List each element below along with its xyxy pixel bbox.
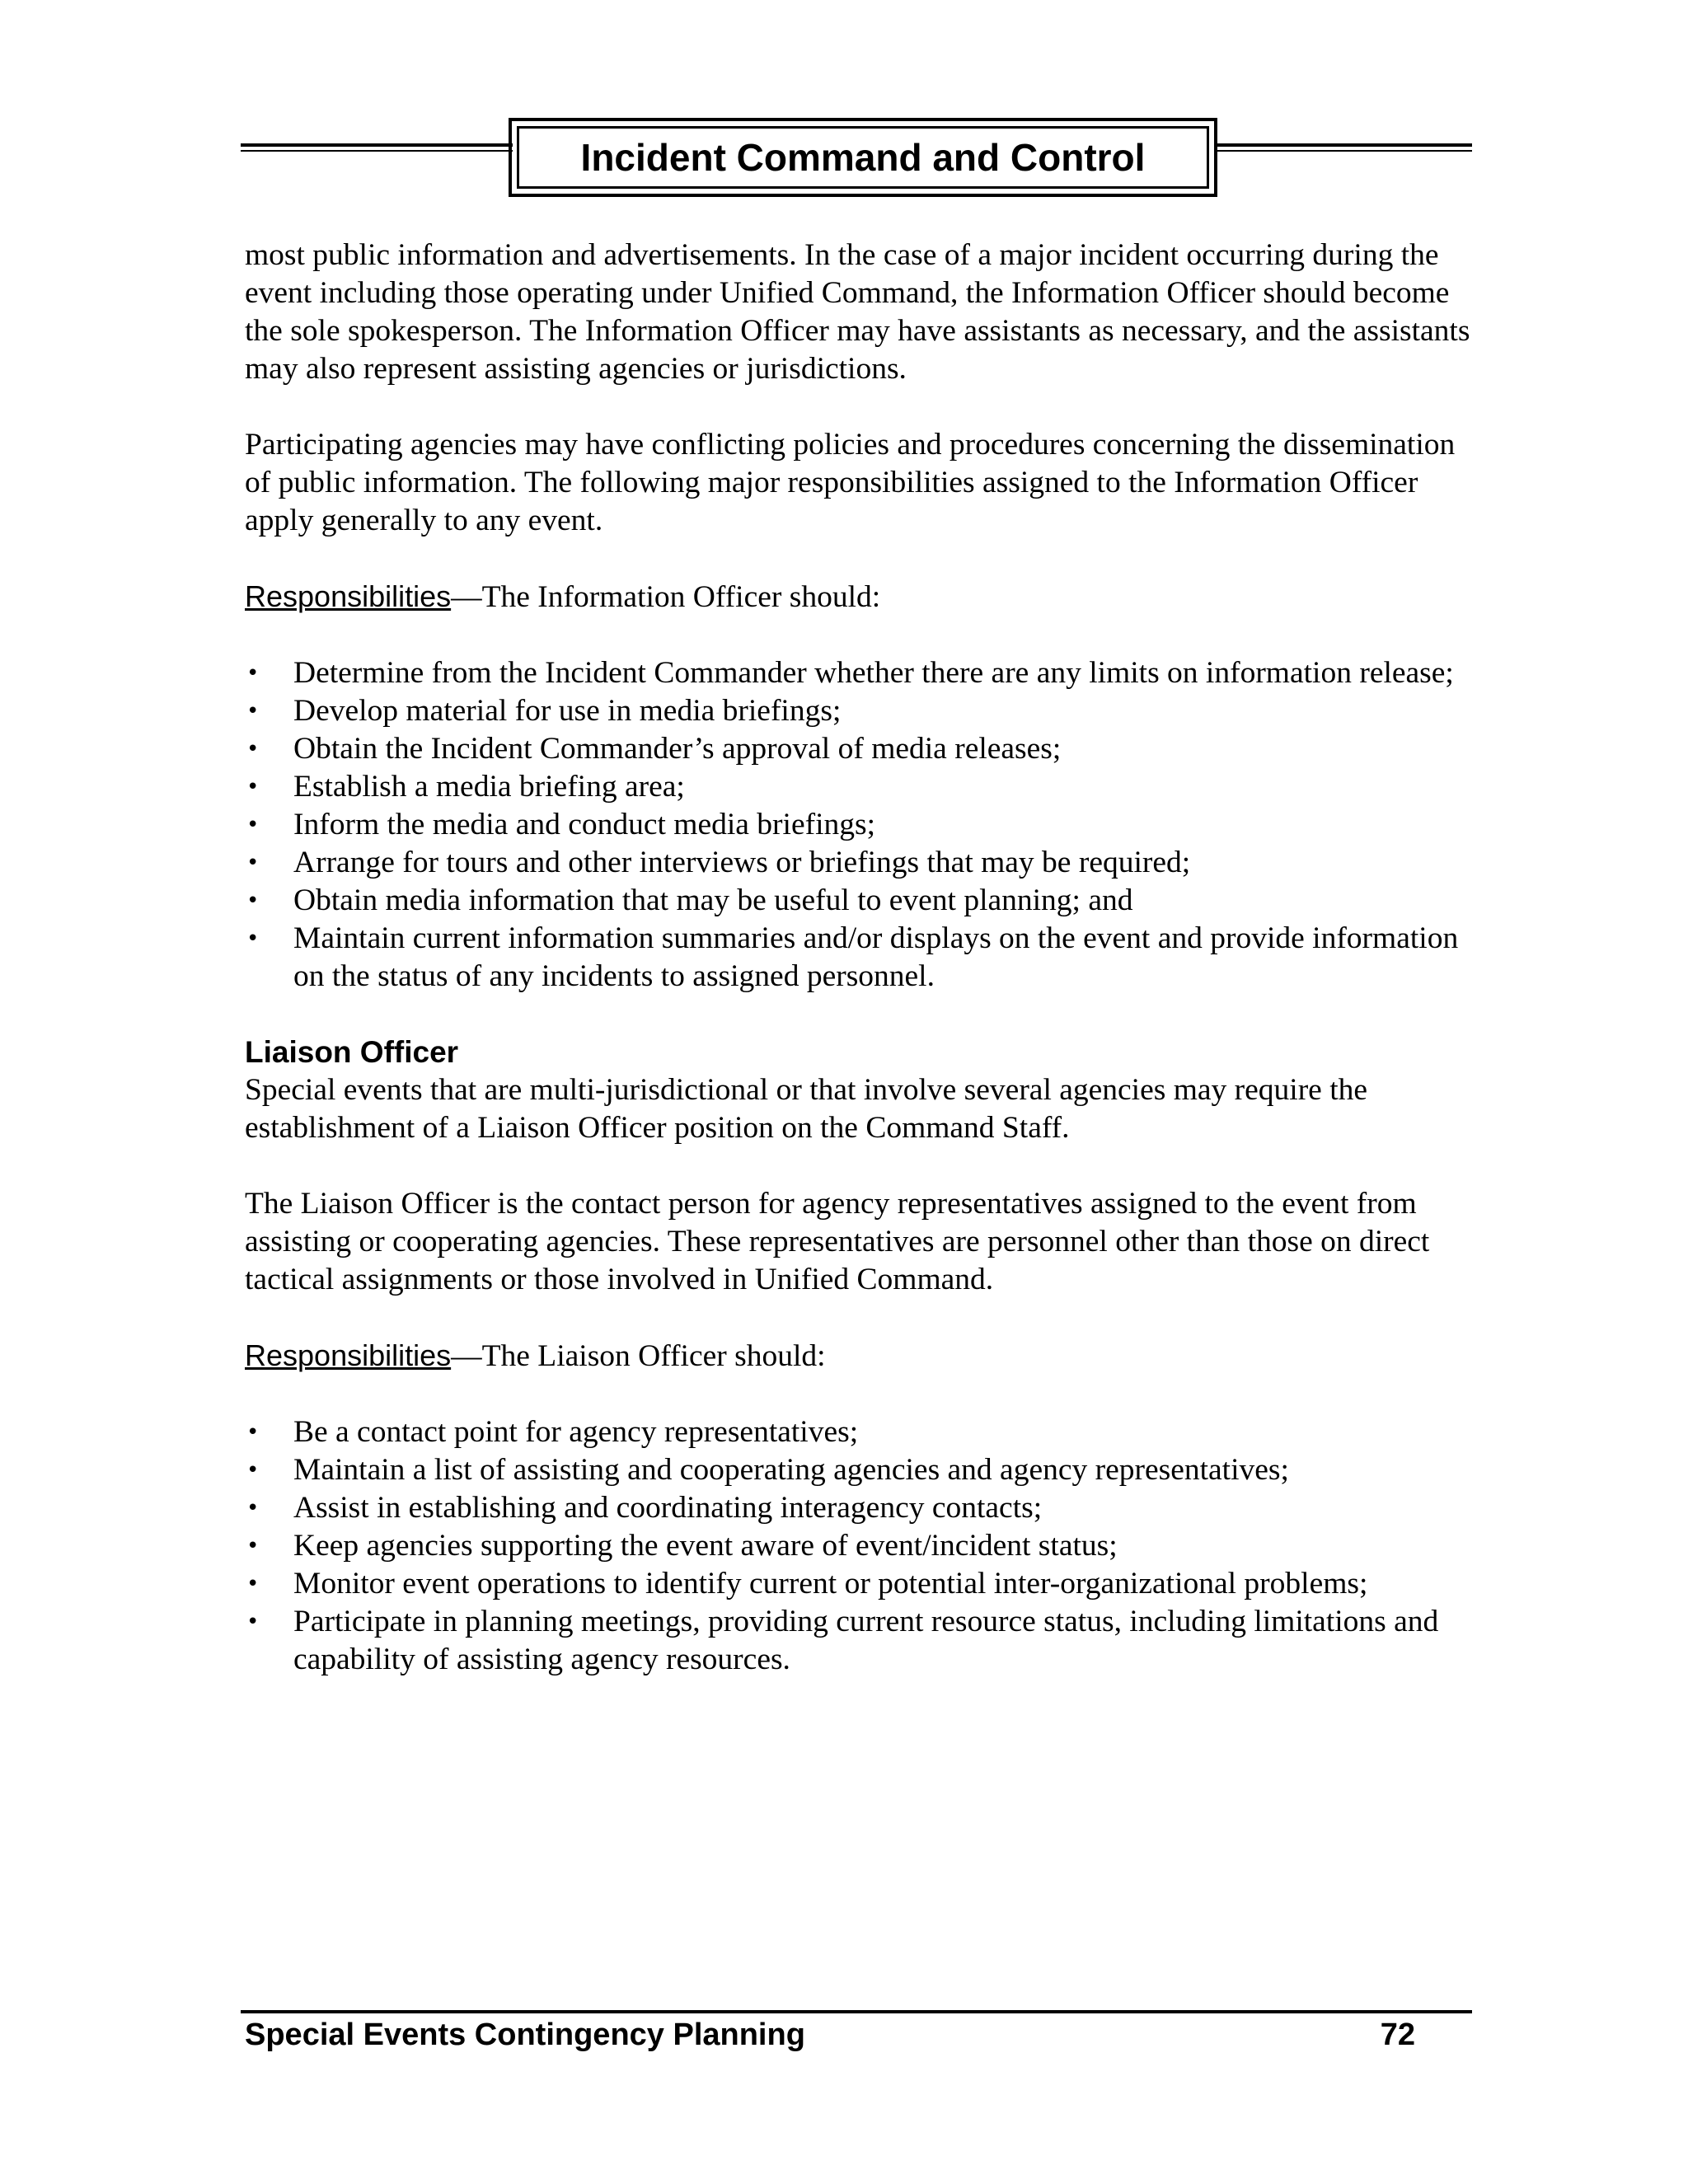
bullet-icon: •	[246, 1458, 260, 1483]
bullet-icon: •	[246, 737, 260, 762]
list-item-text: Maintain current information summaries and/or displays on the event and provide information on the status of any incidents to assigned personnel.	[293, 921, 1459, 993]
list-item-text: Develop material for use in media briefings;	[293, 694, 842, 728]
list-item-text: Establish a media briefing area;	[293, 770, 685, 804]
bullet-icon: •	[246, 699, 260, 724]
list-item-text: Participate in planning meetings, providing current resource status, including limitations and capability of assisting agency resources.	[293, 1605, 1439, 1676]
header-rule-left	[241, 143, 513, 152]
bullet-icon: •	[246, 926, 260, 951]
bullet-icon: •	[246, 661, 260, 686]
list-item-text: Obtain media information that may be useful to event planning; and	[293, 883, 1133, 917]
bullet-icon: •	[246, 888, 260, 913]
footer-rule	[241, 2010, 1472, 2013]
bullet-icon: •	[246, 851, 260, 875]
responsibilities-lead-text: —The Information Officer should:	[451, 580, 881, 614]
list-item	[245, 920, 1481, 996]
bullet-icon: •	[246, 813, 260, 837]
info-officer-responsibilities-list	[245, 654, 1481, 996]
info-officer-responsibilities-intro	[245, 578, 1481, 616]
list-item-text: Arrange for tours and other interviews or briefings that may be required;	[293, 846, 1191, 879]
list-item	[245, 882, 1481, 920]
list-item	[245, 1413, 1481, 1451]
page-number: 72	[1380, 2018, 1415, 2052]
list-item	[245, 844, 1481, 882]
list-item-text: Obtain the Incident Commander’s approval of media releases;	[293, 732, 1062, 766]
list-item-text: Inform the media and conduct media briefings;	[293, 808, 876, 841]
list-item-text: Determine from the Incident Commander whether there are any limits on information release;	[293, 656, 1454, 690]
footer-document-title: Special Events Contingency Planning	[245, 2018, 805, 2052]
document-body	[245, 237, 1481, 1717]
page-header-title: Incident Command and Control	[580, 136, 1146, 179]
bullet-icon: •	[246, 1534, 260, 1558]
list-item	[245, 1489, 1481, 1527]
list-item-text: Maintain a list of assisting and cooperating agencies and agency representatives;	[293, 1453, 1289, 1487]
list-item-text: Assist in establishing and coordinating interagency contacts;	[293, 1491, 1043, 1525]
list-item	[245, 1527, 1481, 1565]
responsibilities-label: Responsibilities	[245, 579, 452, 613]
list-item-text: Keep agencies supporting the event aware of event/incident status;	[293, 1529, 1118, 1563]
list-item	[245, 1451, 1481, 1489]
list-item	[245, 692, 1481, 730]
list-item-text: Be a contact point for agency representatives;	[293, 1415, 859, 1449]
bullet-icon: •	[246, 1610, 260, 1634]
liaison-officer-heading: Liaison Officer	[245, 1035, 459, 1069]
liaison-officer-responsibilities-intro	[245, 1337, 1481, 1376]
list-item	[245, 1603, 1481, 1679]
responsibilities-label: Responsibilities	[245, 1338, 452, 1372]
bullet-icon: •	[246, 1572, 260, 1596]
list-item	[245, 730, 1481, 768]
responsibilities-lead-text: —The Liaison Officer should:	[451, 1339, 826, 1373]
list-item	[245, 654, 1481, 692]
list-item	[245, 806, 1481, 844]
page-footer	[245, 2016, 1415, 2054]
liaison-paragraph-1: Special events that are multi-jurisdictional or that involve several agencies may require the establishment of a Liaison Officer position on the Command Staff.	[245, 1073, 1368, 1145]
header-rule-right	[1214, 143, 1472, 152]
bullet-icon: •	[246, 1496, 260, 1521]
liaison-paragraph-2: The Liaison Officer is the contact person for agency representatives assigned to the event from assisting or cooperating agencies. These representatives are personnel other than those on direct tactical assignments or those involved in Unified Command.	[245, 1187, 1430, 1296]
list-item-text: Monitor event operations to identify current or potential inter-organizational problems;	[293, 1567, 1368, 1601]
liaison-officer-responsibilities-list	[245, 1413, 1481, 1679]
intro-paragraph-2: Participating agencies may have conflicting policies and procedures concerning the dissemination of public information. The following major responsibilities assigned to the Information Officer apply generally to any event.	[245, 428, 1456, 537]
intro-paragraph-1: most public information and advertisements. In the case of a major incident occurring during the event including those operating under Unified Command, the Information Officer should become the sole spokesperson. The Information Officer may have assistants as necessary, and the assistants may also represent assisting agencies or jurisdictions.	[245, 238, 1470, 386]
bullet-icon: •	[246, 1420, 260, 1445]
list-item	[245, 768, 1481, 806]
list-item	[245, 1565, 1481, 1603]
header-title-box	[509, 118, 1217, 197]
header-title-box-inner	[517, 126, 1209, 189]
bullet-icon: •	[246, 775, 260, 799]
